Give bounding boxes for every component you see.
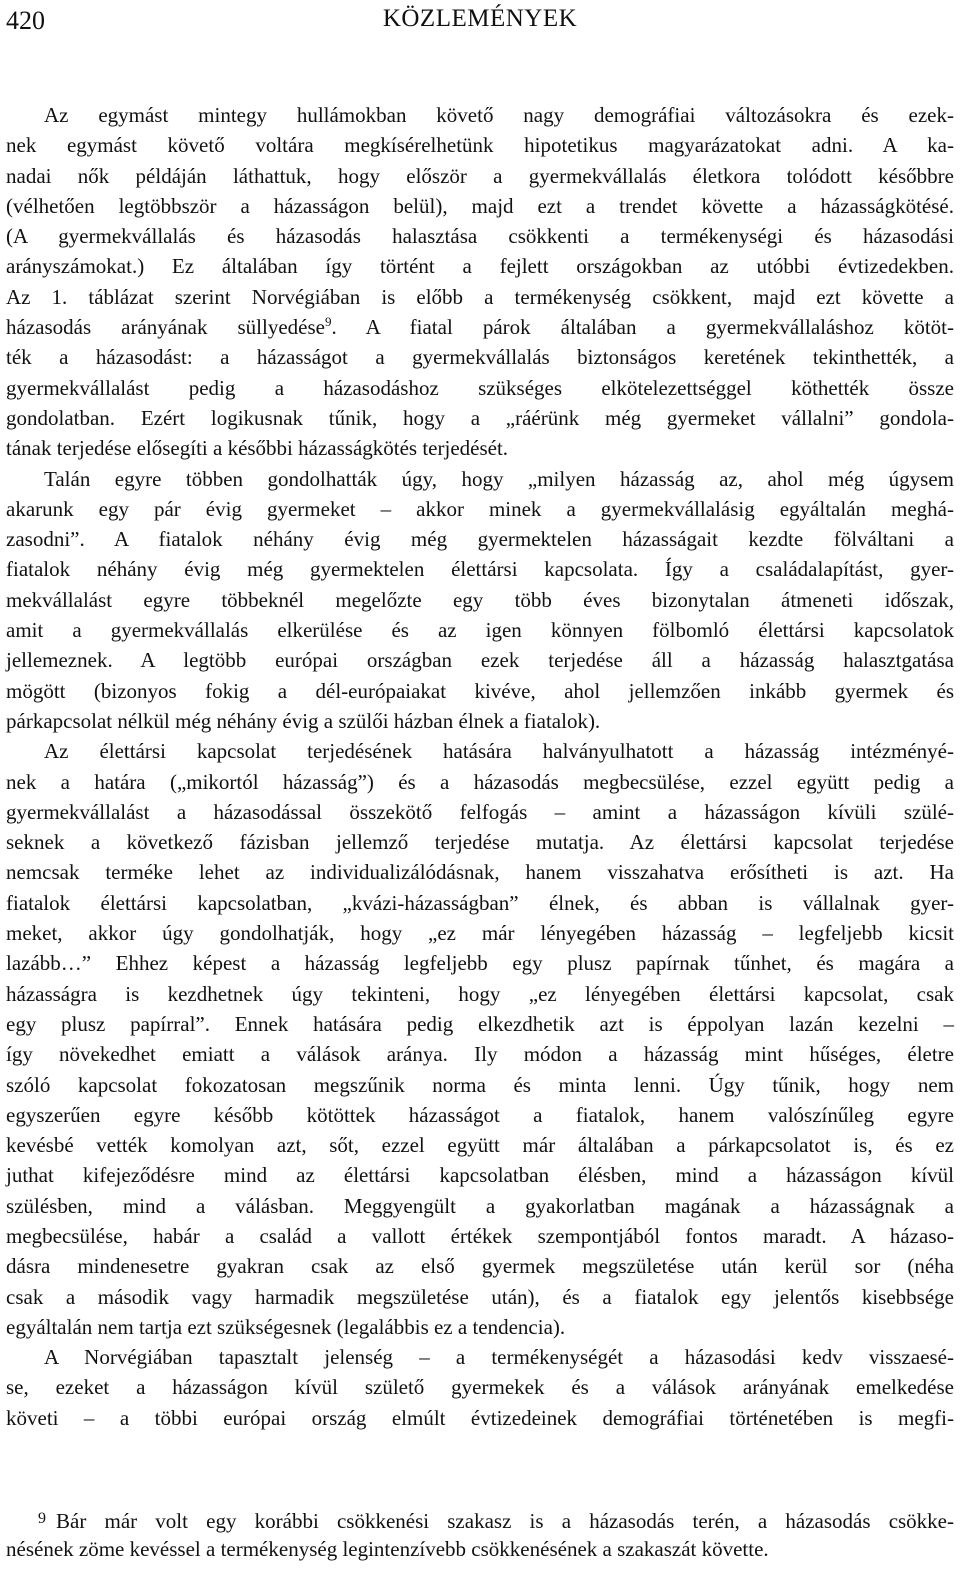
text-line: egyáltalán nem tartja ezt szükségesnek (legalábbis ez a tendencia). — [6, 1314, 566, 1339]
text-line: ték a házasodást: a házasságot a gyermekvállalás biztonságos keretének tekinthették, a — [6, 345, 954, 370]
text-line: fiatalok élettársi kapcsolatban, „kvázi-házasságban” élnek, és abban is vállalnak gyer- — [6, 890, 954, 915]
text-line: Talán egyre többen gondolhatták úgy, hogy „milyen házasság az, ahol még úgysem — [44, 466, 954, 491]
footnote-9 — [6, 1504, 954, 1564]
text-line: házasságra is kezdhetnek úgy tekinteni, hogy „ez lényegében élettársi kapcsolat, csak — [6, 981, 954, 1006]
text-line: zasodni”. A fiatalok néhány évig még gyermektelen házasságait kezdte fölváltani a — [6, 527, 954, 552]
text-line: se, ezeket a házasságon kívül születő gyermekek és a válások arányának emelkedése — [6, 1375, 954, 1400]
text-line: kevésbé vették komolyan azt, sőt, ezzel együtt már általában a párkapcsolatot is, és ez — [6, 1133, 954, 1158]
text-line: megbecsülése, habár a család a vallott értékek szempontjából fontos maradt. A házaso- — [6, 1223, 954, 1248]
text-line: gyermekvállalást a házasodással összekötő felfogás – amint a házasságon kívüli szülé- — [6, 799, 954, 824]
text-line: A Norvégiában tapasztalt jelenség – a termékenységét a házasodási kedv visszaesé- — [44, 1345, 954, 1370]
text-line: seknek a következő fázisban jellemző terjedése mutatja. Az élettársi kapcsolat terjedése — [6, 830, 954, 855]
text-line: Az élettársi kapcsolat terjedésének hatására halványulhatott a házasság intézményé- — [44, 739, 954, 764]
page-header — [0, 0, 960, 42]
text-line: juthat kifejeződésre mind az élettársi kapcsolatban élésben, mind a házasságon kívül — [6, 1163, 954, 1188]
text-segment: házasodás arányának süllyedése — [6, 315, 325, 340]
footnote-text: Bár már volt egy korábbi csökkenési szakasz is a házasodás terén, a házasodás csökke- — [56, 1509, 954, 1533]
text-line: nek egymást követő voltára megkísérelhetünk hipotetikus magyarázatokat adni. A ka- — [6, 133, 954, 158]
text-line-with-footnote-ref — [6, 312, 954, 342]
text-line: (A gyermekvállalás és házasodás halasztása csökkenti a termékenységi és házasodási — [6, 224, 954, 249]
text-line: nadai nők példáján láthattuk, hogy először a gyermekvállalás életkora tolódott későbbre — [6, 163, 954, 188]
page-number: 420 — [6, 6, 45, 35]
text-line: egyszerűen egyre később kötöttek házasságot a fiatalok, hanem valószínűleg egyre — [6, 1102, 954, 1127]
text-line: szóló kapcsolat fokozatosan megszűnik norma és minta lenni. Úgy tűnik, hogy nem — [6, 1072, 954, 1097]
text-line: csak a második vagy harmadik megszületése után), és a fiatalok egy jelentős kisebbsége — [6, 1284, 954, 1309]
text-line: fiatalok néhány évig még gyermektelen élettársi kapcsolata. Így a családalapítást, gyer- — [6, 557, 954, 582]
footnote-line: nésének zöme kevéssel a termékenység legintenzívebb csökkenésének a szakaszát követte. — [6, 1537, 769, 1561]
text-line: amit a gyermekvállalás elkerülése és az igen könnyen fölbomló élettársi kapcsolatok — [6, 618, 954, 643]
text-line: Az 1. táblázat szerint Norvégiában is előbb a termékenység csökkent, majd ezt követte a — [6, 284, 954, 309]
text-line: követi – a többi európai ország elmúlt évtizedeinek demográfiai történetében is megfi- — [6, 1405, 954, 1430]
footnote-line — [6, 1504, 954, 1534]
article-body — [6, 100, 954, 1433]
text-line: arányszámokat.) Ez általában így történt a fejlett országokban az utóbbi évtizedekben. — [6, 254, 954, 279]
text-line: szülésben, mind a válásban. Meggyengült a gyakorlatban magának a házasságnak a — [6, 1193, 954, 1218]
running-title: KÖZLEMÉNYEK — [382, 5, 578, 32]
text-line: egy plusz papírral”. Ennek hatására pedig elkezdhetik azt is éppolyan lazán kezelni – — [6, 1011, 954, 1036]
text-line: dásra mindenesetre gyakran csak az első gyermek megszületése után kerül sor (néha — [6, 1254, 954, 1279]
text-line: (vélhetően legtöbbször a házasságon belül), majd ezt a trendet követte a házasságkötésé. — [6, 193, 954, 218]
text-line: gyermekvállalást pedig a házasodáshoz szükséges elkötelezettséggel köthették össze — [6, 375, 954, 400]
text-line: jellemeznek. A legtöbb európai országban ezek terjedése áll a házasság halasztgatása — [6, 648, 954, 673]
text-line: nemcsak terméke lehet az individualizálódásnak, hanem visszahatva erősítheti is azt. Ha — [6, 860, 954, 885]
text-line: párkapcsolat nélkül még néhány évig a szülői házban élnek a fiatalok). — [6, 708, 601, 733]
footnote-ref-9[interactable]: 9 — [324, 314, 332, 330]
text-line: Az egymást mintegy hullámokban követő nagy demográfiai változásokra és ezek- — [44, 103, 954, 127]
text-line: tának terjedése elősegíti a későbbi házasságkötés terjedését. — [6, 436, 509, 461]
text-line: gondolatban. Ezért logikusnak tűnik, hogy a „ráérünk még gyermeket vállalni” gondola- — [6, 405, 954, 430]
text-line: lazább…” Ehhez képest a házasság legfeljebb egy plusz papírnak tűnhet, és magára a — [6, 951, 954, 976]
text-line: mögött (bizonyos fokig a dél-európaiakat kivéve, ahol jellemzően inkább gyermek és — [6, 678, 954, 703]
text-line: nek a határa („mikortól házasság”) és a házasodás megbecsülése, ezzel együtt pedig a — [6, 769, 954, 794]
text-line: meket, akkor úgy gondolhatják, hogy „ez már lényegében házasság – legfeljebb kicsit — [6, 921, 954, 946]
text-line: akarunk egy pár évig gyermeket – akkor minek a gyermekvállalásig egyáltalán meghá- — [6, 496, 954, 521]
text-segment: . A fiatal párok általában a gyermekvállaláshoz kötöt- — [331, 315, 954, 340]
footnote-marker: 9 — [38, 1510, 46, 1527]
text-line: mekvállalást egyre többeknél megelőzte egy több éves bizonytalan átmeneti időszak, — [6, 587, 954, 612]
text-line: így növekedhet emiatt a válások aránya. Ily módon a házasság mint hűséges, életre — [6, 1042, 954, 1067]
